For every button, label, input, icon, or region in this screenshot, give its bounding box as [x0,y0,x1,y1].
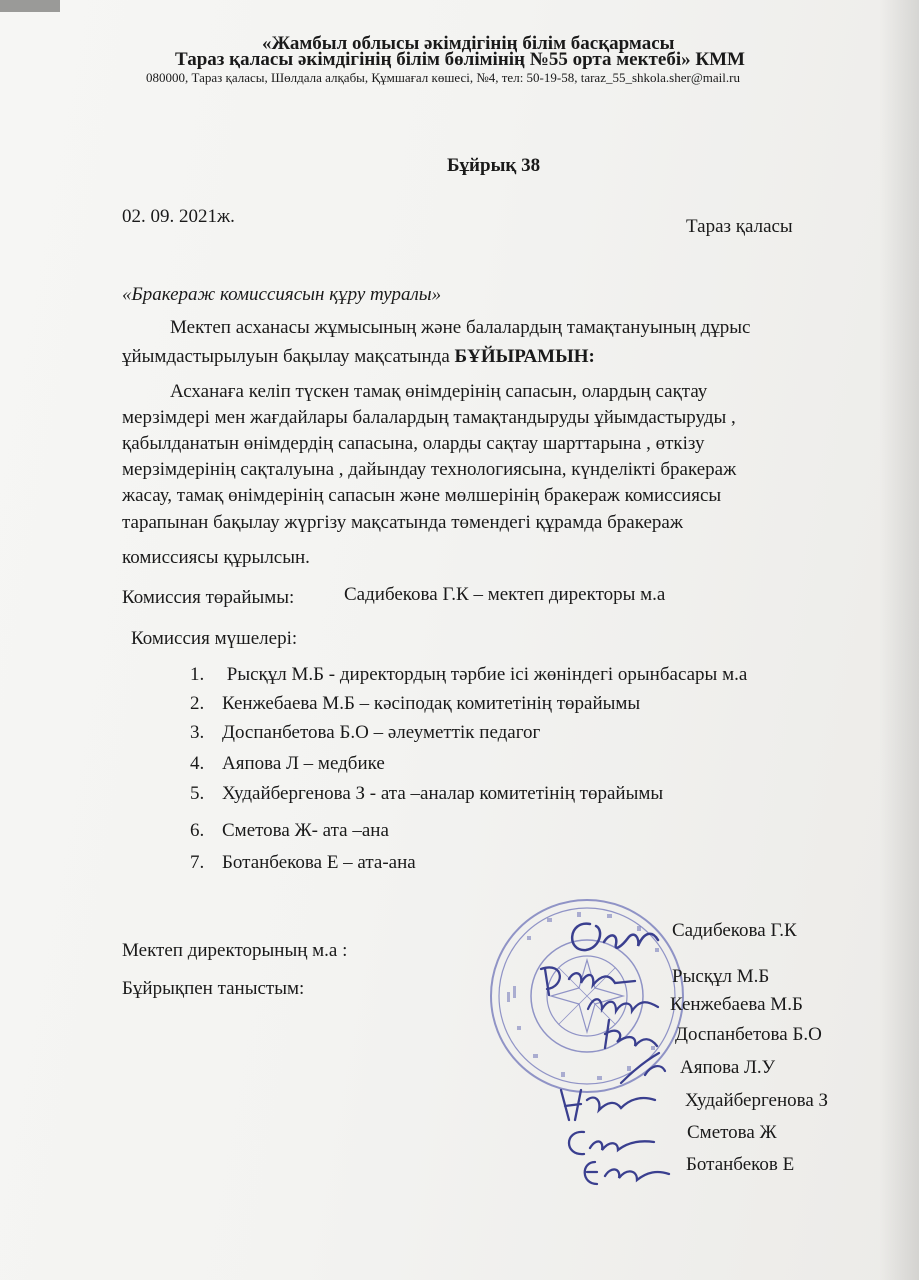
list-item: 4. Аяпова Л – медбике [190,753,385,774]
paragraph-2-line: қабылданатын өнімдердің сапасына, оларды сақтау шарттарына , өткізу [122,433,705,454]
order-city: Тараз қаласы [686,216,793,237]
paragraph-1-line-1: Мектеп асханасы жұмысының және балалардың тамақтануының дұрыс [170,317,751,338]
paragraph-2-line: Асханаға келіп түскен тамақ өнімдерінің сапасын, олардың сақтау [170,381,708,402]
signatory-name: Худайбергенова З [685,1090,829,1111]
acknowledged-label: Бұйрықпен таныстым: [122,978,305,999]
signature-member [575,1150,675,1195]
page-shadow [879,0,919,1280]
signatory-name: Сметова Ж [687,1122,777,1143]
signatory-name: Ботанбеков Е [686,1154,795,1175]
signatory-name: Садибекова Г.К [672,920,797,941]
director-label: Мектеп директорының м.а : [122,940,348,961]
signatory-name: Рысқұл М.Б [672,966,770,987]
list-item: 2. Кенжебаева М.Б – кәсіподақ комитетінің төрайымы [190,693,641,714]
header-line-2: Тараз қаласы әкімдігінің білім бөлімінің №55 орта мектебі» КММ [175,49,745,70]
paragraph-2-line: мерзімдерінің сақталуына , дайындау технологиясына, күнделікті бракераж [122,459,737,480]
list-item: 7. Ботанбекова Е – ата-ана [190,852,416,873]
paragraph-2-line: жасау, тамақ өнімдерінің сапасын және мөлшерінің бракераж комиссиясы [122,485,722,506]
list-item: 6. Сметова Ж- ата –ана [190,820,389,841]
paragraph-1-line-2 [122,346,595,368]
members-label: Комиссия мүшелері: [131,628,298,649]
paragraph-2-line: мерзімдері мен жағдайлары балалардың тамақтандыруды ұйымдастыруды , [122,407,736,428]
list-item: 1. Рысқұл М.Б - директордың тәрбие ісі жөніндегі орынбасары м.а [190,664,748,685]
header-address: 080000, Тараз қаласы, Шөлдала алқабы, Құмшағал көшесі, №4, тел: 50-19-58, taraz_55_shkola.sher@mail.ru [146,70,740,85]
background-edge [0,0,60,12]
order-subject: «Бракераж комиссиясын құру туралы» [122,284,442,305]
paragraph-1-line-2-text: ұйымдастырылуын бақылау мақсатында [122,346,455,367]
signatory-name: Кенжебаева М.Б [670,994,803,1015]
order-verb: БҰЙЫРАМЫН: [454,346,595,367]
signatory-name: Доспанбетова Б.О [675,1024,822,1045]
list-item: 3. Доспанбетова Б.О – әлеуметтік педагог [190,722,541,743]
chair-value: Садибекова Г.К – мектеп директоры м.а [344,584,666,605]
chair-label: Комиссия төрайымы: [122,587,295,608]
list-item: 5. Худайбергенова З - ата –аналар комитетінің төрайымы [190,783,664,804]
paragraph-2-line: тарапынан бақылау жүргізу мақсатында төмендегі құрамда бракераж [122,512,683,533]
order-title: Бұйрық 38 [447,155,541,176]
header-line-1: «Жамбыл облысы әкімдігінің білім басқармасы [262,33,675,54]
order-date: 02. 09. 2021ж. [122,206,235,227]
signatory-name: Аяпова Л.У [680,1057,776,1078]
paragraph-2-line: комиссиясы құрылсын. [122,547,310,568]
